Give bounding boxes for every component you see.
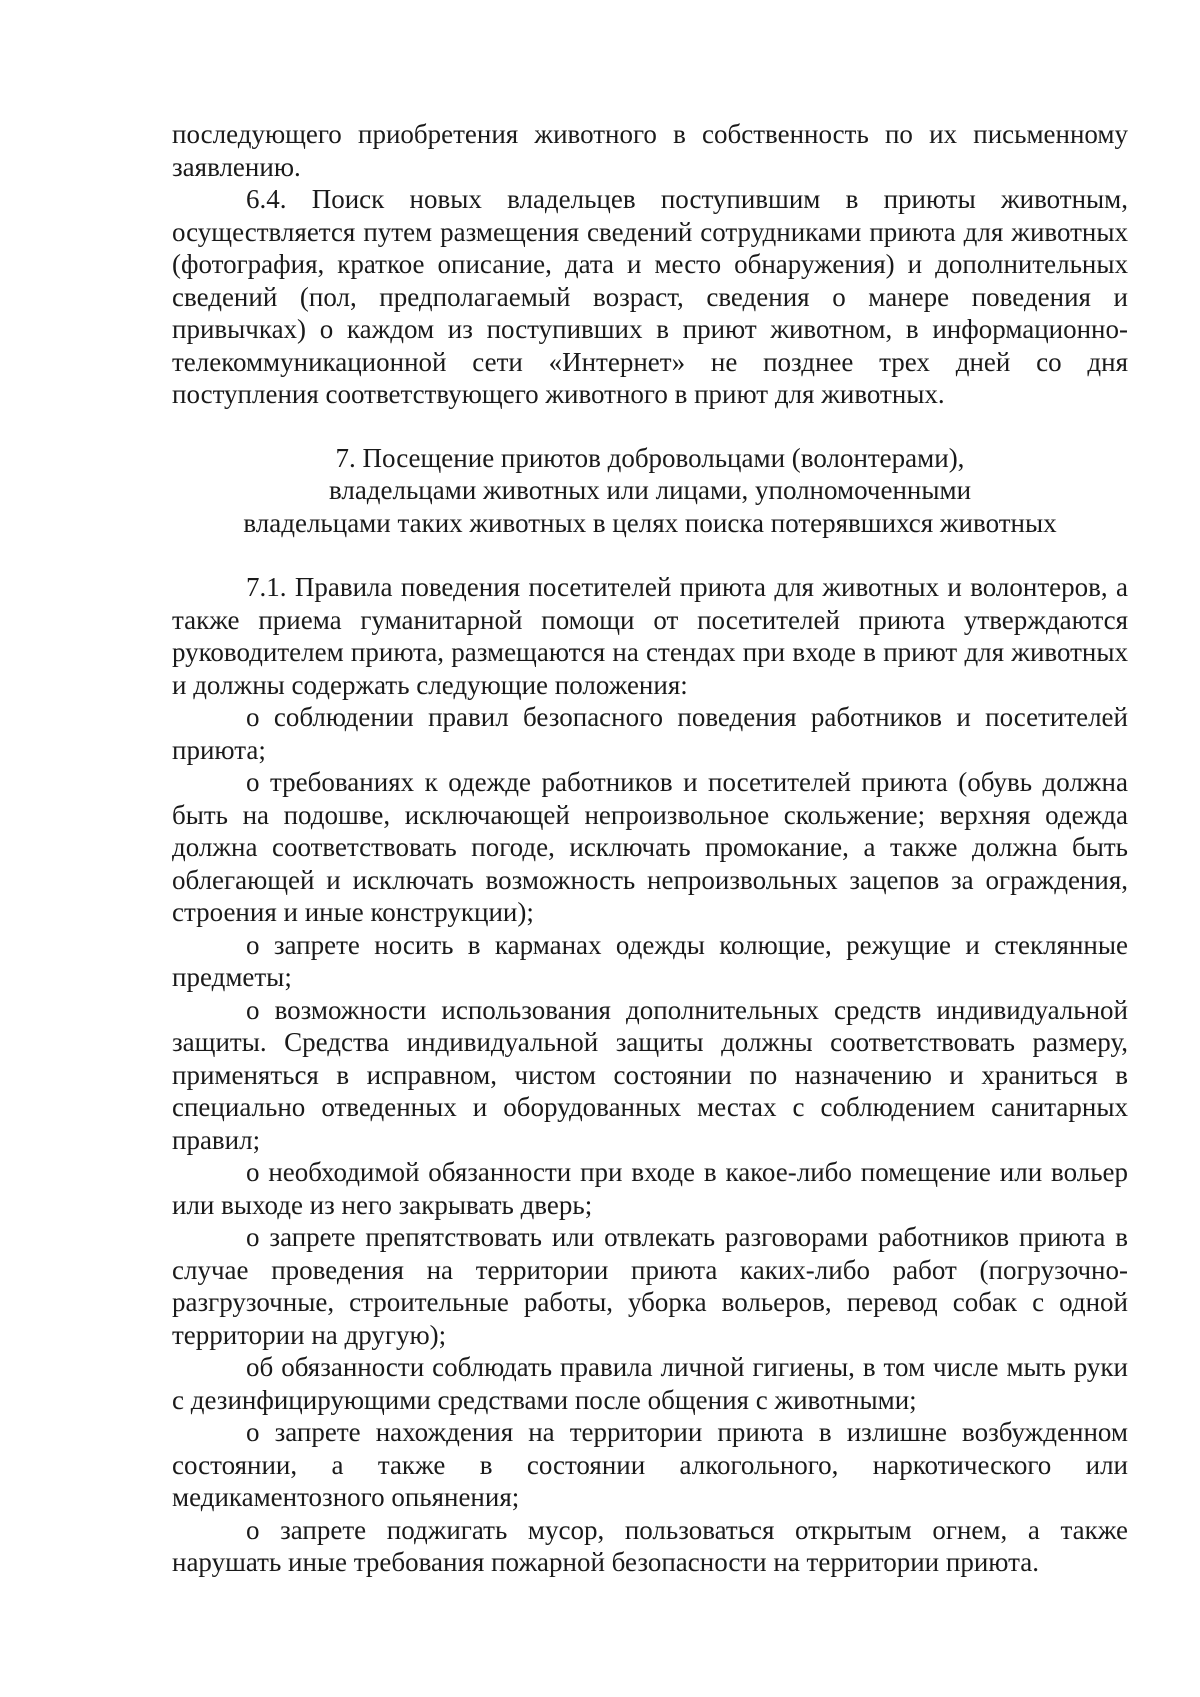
section-7-heading-line: владельцами таких животных в целях поиска потерявшихся животных xyxy=(243,507,1057,538)
section-7-heading xyxy=(172,442,1128,540)
section-7-heading-line: владельцами животных или лицами, уполномоченными xyxy=(328,475,972,505)
rule-item: о соблюдении правил безопасного поведения работников и посетителей приюта; xyxy=(172,702,1128,765)
rule-item: о запрете препятствовать или отвлекать разговорами работников приюта в случае проведения на территории приюта каких-либо работ (погрузочно-разгрузочные, строительные работы, уборка вольеров, перевод собак с одной территории на другую); xyxy=(172,1222,1128,1350)
rule-item: о необходимой обязанности при входе в какое-либо помещение или вольер или выходе из него закрывать дверь; xyxy=(172,1157,1128,1220)
document-page xyxy=(172,118,1128,1579)
opening-paragraph: последующего приобретения животного в собственность по их письменному заявлению. xyxy=(172,119,1128,182)
rule-item: о возможности использования дополнительных средств индивидуальной защиты. Средства индивидуальной защиты должны соответствовать размеру, применяться в исправном, чистом состоянии по назначению и храниться в специально отведенных и оборудованных местах с соблюдением санитарных правил; xyxy=(172,994,1128,1155)
paragraph-7-1: 7.1. Правила поведения посетителей приюта для животных и волонтеров, а также приема гуманитарной помощи от посетителей приюта утверждаются руководителем приюта, размещаются на стендах при входе в приют для животных и должны содержать следующие положения: xyxy=(172,572,1128,700)
section-7-heading-line: 7. Посещение приютов добровольцами (волонтерами), xyxy=(335,442,965,473)
rule-item: о запрете поджигать мусор, пользоваться открытым огнем, а также нарушать иные требования пожарной безопасности на территории приюта. xyxy=(172,1514,1128,1577)
rule-item: об обязанности соблюдать правила личной гигиены, в том числе мыть руки с дезинфицирующими средствами после общения с животными; xyxy=(172,1352,1128,1415)
rule-item: о запрете нахождения на территории приюта в излишне возбужденном состоянии, а также в состоянии алкогольного, наркотического или медикаментозного опьянения; xyxy=(172,1417,1128,1512)
rule-item: о запрете носить в карманах одежды колющие, режущие и стеклянные предметы; xyxy=(172,929,1128,992)
paragraph-6-4: 6.4. Поиск новых владельцев поступившим в приюты животным, осуществляется путем размещения сведений сотрудниками приюта для животных (фотография, краткое описание, дата и место обнаружения) и дополнительных сведений (пол, предполагаемый возраст, сведения о манере поведения и привычках) о каждом из поступивших в приют животном, в информационно-телекоммуникационной сети «Интернет» не позднее трех дней со дня поступления соответствующего животного в приют для животных. xyxy=(172,184,1128,409)
rule-item: о требованиях к одежде работников и посетителей приюта (обувь должна быть на подошве, исключающей непроизвольное скольжение; верхняя одежда должна соответствовать погоде, исключать промокание, а также должна быть облегающей и исключать возможность непроизвольных зацепов за ограждения, строения и иные конструкции); xyxy=(172,767,1128,927)
